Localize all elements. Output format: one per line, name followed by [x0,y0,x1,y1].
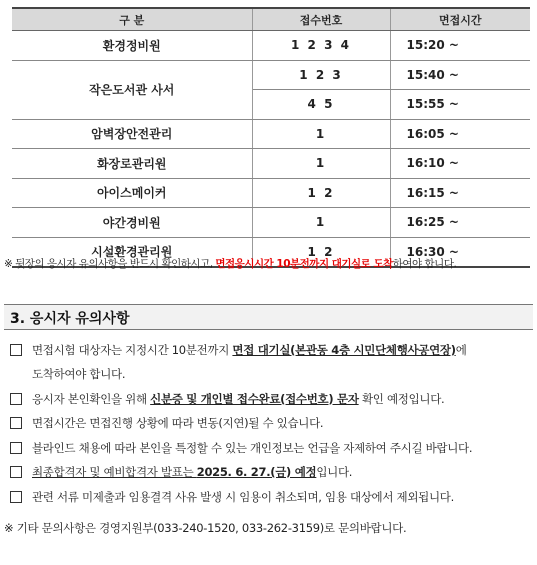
list-item: 면접시간은 면접진행 상황에 따라 변동(지연)될 수 있습니다. [10,415,535,431]
notice-list [10,342,535,513]
dept-cell: 작은도서관 사서 [12,60,252,119]
time-cell: 16:05 ~ [390,119,530,149]
dept-cell: 시설환경관리원 [12,237,252,267]
checkbox-square-icon [10,344,22,356]
header-category: 구 분 [12,8,252,31]
note-text: ※ 뒷장의 응시자 유의사항을 반드시 확인하시고, [4,258,216,270]
note-highlight: 면접응시시간 10분전까지 대기실로 도착 [215,258,393,270]
num-cell: 1 2 [252,237,390,267]
table-header-row [12,8,530,31]
num-cell: 1 2 3 4 [252,31,390,61]
emphasis: 신분증 및 개인별 접수완료(접수번호) 문자 [150,391,359,406]
table-row [12,208,530,238]
note-text-end: 하여야 합니다. [392,258,457,270]
table-footnote [4,256,456,271]
interview-schedule-table [12,7,530,268]
list-item: 면접시험 대상자는 지정시간 10분전까지 면접 대기실(본관동 4층 시민단체행사공연장)에 도착하여야 합니다. [10,342,535,382]
time-cell: 16:10 ~ [390,149,530,179]
dept-cell: 암벽장안전관리 [12,119,252,149]
time-cell: 16:25 ~ [390,208,530,238]
section-title: 3. 응시자 유의사항 [10,311,130,327]
num-cell: 1 [252,119,390,149]
list-item-continuation: 도착하여야 합니다. [32,367,126,381]
checkbox-square-icon [10,491,22,503]
time-cell: 15:55 ~ [390,90,530,120]
dept-cell: 아이스메이커 [12,178,252,208]
emphasis: 면접 대기실(본관동 4층 시민단체행사공연장) [232,343,456,357]
dept-cell: 화장로관리원 [12,149,252,179]
table-row [12,60,530,90]
section-header [4,304,533,330]
dept-cell: 야간경비원 [12,208,252,238]
table-row [12,178,530,208]
num-cell: 1 [252,149,390,179]
contact-footnote: ※ 기타 문의사항은 경영지원부(033-240-1520, 033-262-3159)로 문의바랍니다. [4,521,407,535]
num-cell: 1 2 3 [252,60,390,90]
table-row [12,119,530,149]
num-cell: 1 2 [252,178,390,208]
list-item: 응시자 본인확인을 위해 신분증 및 개인별 접수완료(접수번호) 문자 확인 예정입니다. [10,391,535,407]
time-cell: 15:20 ~ [390,31,530,61]
checkbox-square-icon [10,417,22,429]
header-receipt-number: 접수번호 [252,8,390,31]
checkbox-square-icon [10,393,22,405]
list-item: 최종합격자 및 예비합격자 발표는 2025. 6. 27.(금) 예정입니다. [10,464,535,480]
list-item: 블라인드 채용에 따라 본인을 특정할 수 있는 개인정보는 언급을 자제하여 주시길 바랍니다. [10,440,535,456]
list-item: 관련 서류 미제출과 임용결격 사유 발생 시 임용이 취소되며, 임용 대상에서 제외됩니다. [10,489,535,505]
checkbox-square-icon [10,466,22,478]
header-interview-time: 면접시간 [390,8,530,31]
num-cell: 1 [252,208,390,238]
emphasis: 2025. 6. 27.(금) 예정 [196,465,317,479]
dept-cell: 환경정비원 [12,31,252,61]
time-cell: 16:15 ~ [390,178,530,208]
table-row [12,31,530,61]
time-cell: 16:30 ~ [390,237,530,267]
checkbox-square-icon [10,442,22,454]
num-cell: 4 5 [252,90,390,120]
table-row [12,149,530,179]
time-cell: 15:40 ~ [390,60,530,90]
